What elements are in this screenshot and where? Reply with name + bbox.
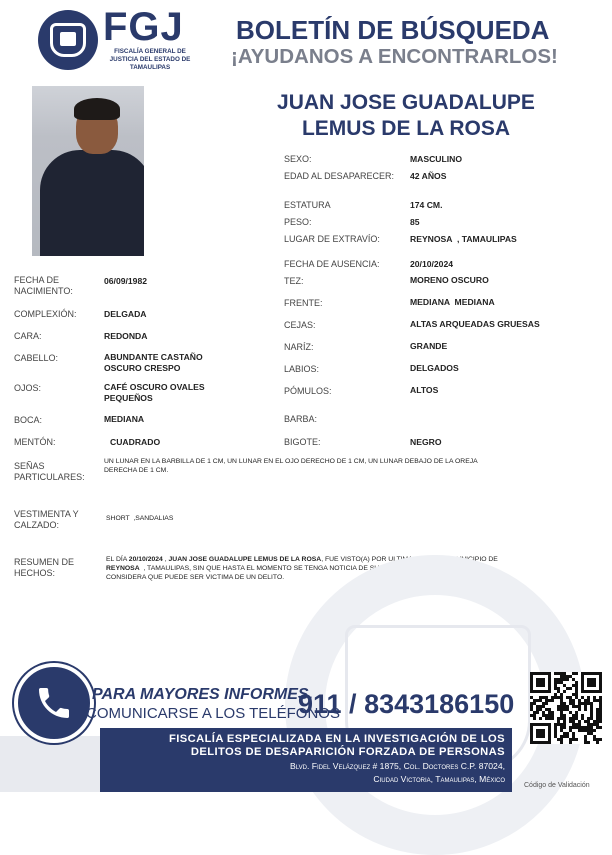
person-name-line1: JUAN JOSE GUADALUPE [277,91,535,114]
fecha-ausencia-value: 20/10/2024 [410,259,454,269]
complexion-value: DELGADA [104,309,147,319]
tez-label: TEZ: [284,276,304,286]
frente-value: MEDIANA MEDIANA [410,297,495,307]
cara-label: CARA: [14,331,42,341]
phone-icon [14,663,94,743]
pomulos-label: PÓMULOS: [284,386,332,396]
address-line1: Blvd. Fidel Velázquez # 1875, Col. Doctores C.P. 87024, [290,761,505,771]
peso-value: 85 [410,217,420,227]
cejas-value: ALTAS ARQUEADAS GRUESAS [410,319,540,329]
sexo-value: MASCULINO [410,154,463,164]
senas-value-2: DERECHA DE 1 CM. [104,467,169,474]
lugar-label: LUGAR DE EXTRAVÍO: [284,234,380,244]
fiscalia-line1: FISCALÍA ESPECIALIZADA EN LA INVESTIGACIÓN DE LOS [169,733,505,745]
bigote-label: BIGOTE: [284,437,321,447]
footer-gray-band [0,736,100,792]
resumen-line-2: REYNOSA , TAMAULIPAS, SIN QUE HASTA EL MOMENTO SE TENGA NOTICIA DE SU PARADERO, POR LO QUE SE [106,565,476,572]
resumen-label-2: HECHOS: [14,568,56,578]
tez-value: MORENO OSCURO [410,275,489,285]
sexo-label: SEXO: [284,154,312,164]
labios-value: DELGADOS [410,363,459,373]
fiscalia-line2: DELITOS DE DESAPARICIÓN FORZADA DE PERSONAS [190,746,505,758]
senas-value-1: UN LUNAR EN LA BARBILLA DE 1 CM, UN LUNAR EN EL OJO DERECHO DE 1 CM, UN LUNAR DEBAJO DE LA OREJA [104,458,478,465]
fecha-nac-label-1: FECHA DE [14,275,60,285]
lugar-value: REYNOSA , TAMAULIPAS [410,234,517,244]
cara-value: REDONDA [104,331,148,341]
ojos-value-2: PEQUEÑOS [104,393,153,403]
labios-label: LABIOS: [284,364,320,374]
logo-text: FGJ [103,5,184,49]
info-line1: PARA MAYORES INFORMES, [92,686,314,703]
resumen-label-1: RESUMEN DE [14,557,75,567]
estatura-value: 174 CM. [410,200,443,210]
resumen-line-1: EL DÍA 20/10/2024 , JUAN JOSE GUADALUPE LEMUS DE LA ROSA, FUE VISTO(A) POR ULTIMA VEZ EN EL MUNICIPIO DE [106,556,498,563]
frente-label: FRENTE: [284,298,323,308]
fecha-nac-label-2: NACIMIENTO: [14,286,73,296]
peso-label: PESO: [284,217,312,227]
fecha-ausencia-label: FECHA DE AUSENCIA: [284,259,380,269]
info-line2: COMUNICARSE A LOS TELÉFONOS [86,705,340,722]
person-name-line2: LEMUS DE LA ROSA [301,117,511,140]
edad-label: EDAD AL DESAPARECER: [284,171,395,181]
estatura-label: ESTATURA [284,200,331,210]
complexion-label: COMPLEXIÓN: [14,309,77,319]
bigote-value: NEGRO [410,437,442,447]
fecha-nac-value: 06/09/1982 [104,276,148,286]
vestimenta-label-2: CALZADO: [14,520,60,530]
cabello-value-2: OSCURO CRESPO [104,363,181,373]
fgj-seal-icon [38,10,98,70]
cabello-label: CABELLO: [14,353,59,363]
qr-code-icon[interactable] [530,672,602,744]
ojos-label: OJOS: [14,383,42,393]
edad-value: 42 AÑOS [410,171,447,181]
nariz-value: GRANDE [410,341,448,351]
pomulos-value: ALTOS [410,385,439,395]
logo-subtitle: FISCALÍA GENERAL DE JUSTICIA DEL ESTADO DE TAMAULIPAS [109,48,191,71]
bulletin-title: BOLETÍN DE BÚSQUEDA [236,15,550,45]
vestimenta-value: SHORT ,SANDALIAS [106,515,174,522]
vestimenta-label-1: VESTIMENTA Y [14,509,79,519]
cejas-label: CEJAS: [284,320,316,330]
ojos-value-1: CAFÉ OSCURO OVALES [104,382,205,392]
nariz-label: NARÍZ: [284,342,314,352]
qr-label: Código de Validación [524,782,590,789]
bulletin-subtitle: ¡AYUDANOS A ENCONTRARLOS! [231,45,558,68]
cabello-value-1: ABUNDANTE CASTAÑO [104,352,203,362]
barba-label: BARBA: [284,414,318,424]
phone-number[interactable]: 911 / 8343186150 [298,689,515,719]
menton-value: CUADRADO [110,437,161,447]
senas-label-2: PARTICULARES: [14,472,85,482]
boca-label: BOCA: [14,415,43,425]
address-line2: Ciudad Victoria, Tamaulipas, México [373,774,505,784]
resumen-line-3: CONSIDERA QUE PUEDE SER VICTIMA DE UN DELITO. [106,574,285,581]
menton-label: MENTÓN: [14,437,56,447]
person-photo [32,86,144,256]
boca-value: MEDIANA [104,414,145,424]
senas-label-1: SEÑAS [14,461,45,471]
